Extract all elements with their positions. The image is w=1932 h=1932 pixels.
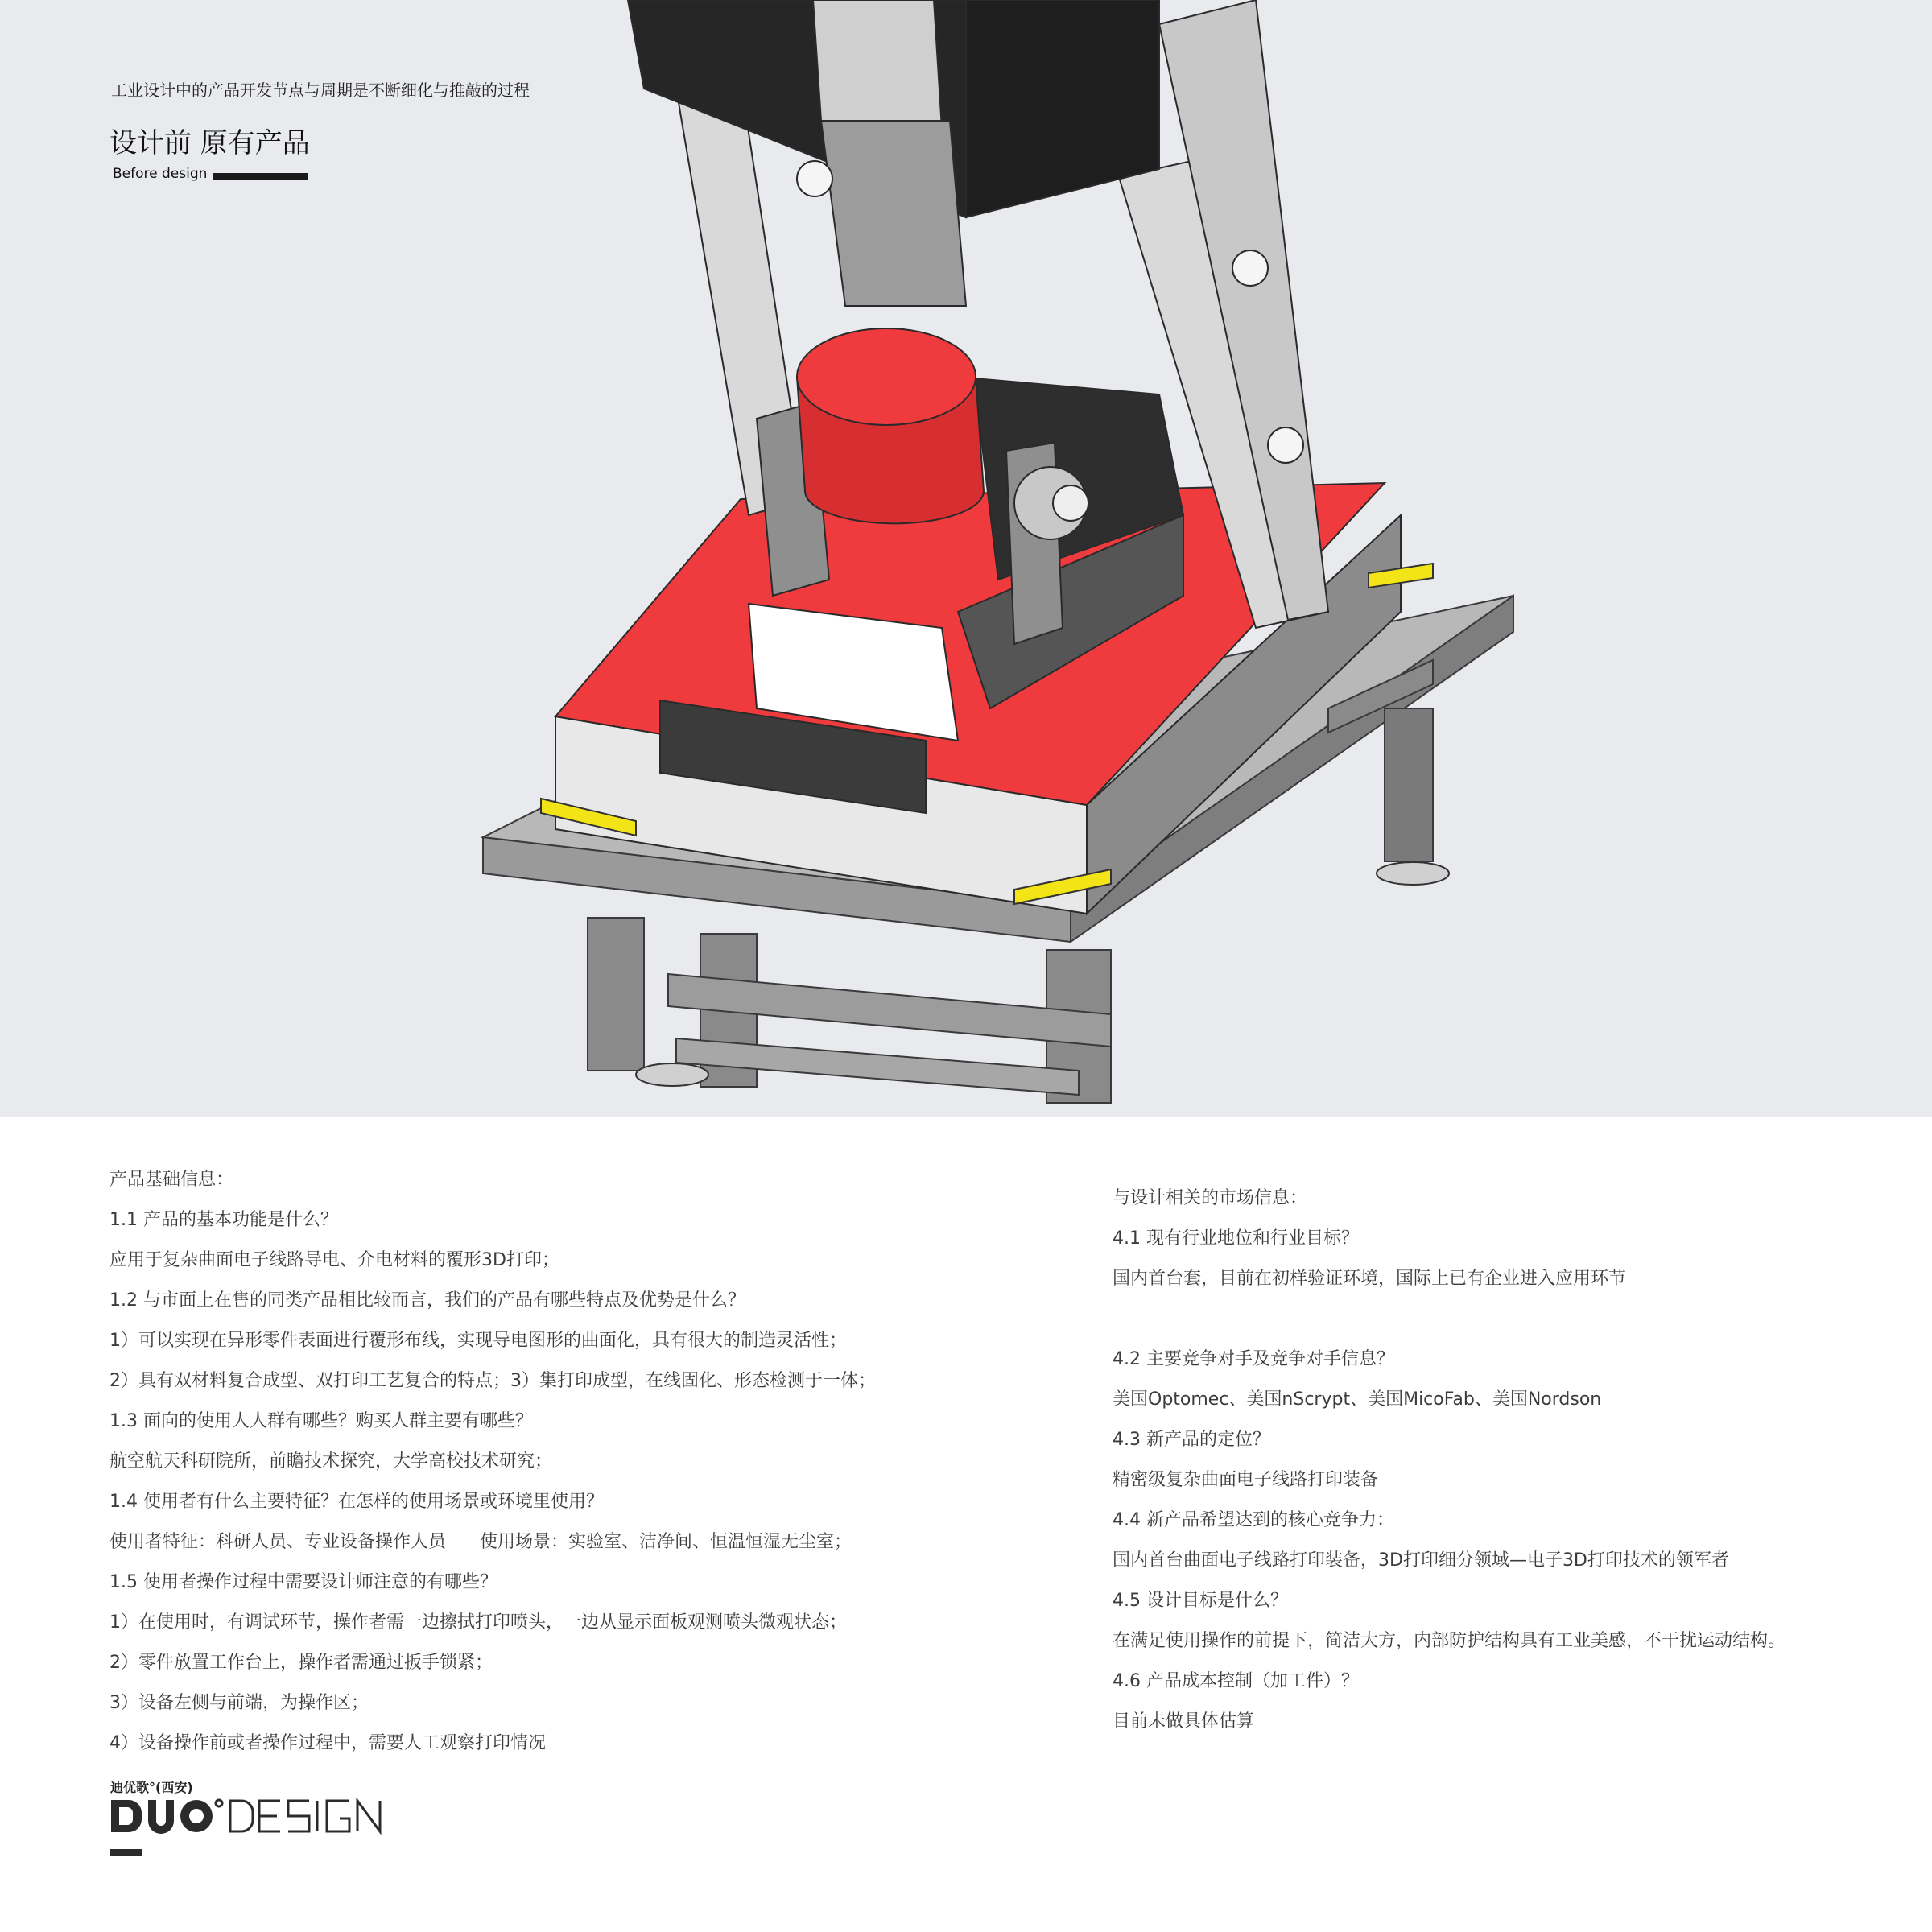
market-line: 与设计相关的市场信息： xyxy=(1113,1188,1308,1208)
market-line: 4.2 主要竞争对手及竞争对手信息？ xyxy=(1113,1349,1394,1369)
info-line: 1.4 使用者有什么主要特征？在怎样的使用场景或环境里使用？ xyxy=(109,1492,604,1512)
page-title: 设计前 原有产品 xyxy=(109,127,310,159)
market-line: 4.5 设计目标是什么？ xyxy=(1113,1591,1288,1611)
info-line: 1.5 使用者操作过程中需要设计师注意的有哪些？ xyxy=(109,1572,497,1592)
page-title-english: Before design xyxy=(113,166,208,182)
info-line: 1.1 产品的基本功能是什么？ xyxy=(109,1210,338,1230)
market-line: 国内首台套，目前在初样验证环境，国际上已有企业进入应用环节 xyxy=(1113,1269,1627,1289)
market-line: 4.1 现有行业地位和行业目标？ xyxy=(1113,1228,1359,1249)
brand-logo xyxy=(109,1797,415,1839)
market-line: 目前未做具体估算 xyxy=(1113,1711,1255,1732)
info-line: 航空航天科研院所，前瞻技术探究，大学高校技术研究； xyxy=(109,1451,553,1472)
market-line: 4.3 新产品的定位？ xyxy=(1113,1430,1270,1450)
market-line: 在满足使用操作的前提下，简洁大方，内部防护结构具有工业美感，不干扰运动结构。 xyxy=(1113,1631,1786,1651)
info-line: 1.2 与市面上在售的同类产品相比较而言，我们的产品有哪些特点及优势是什么？ xyxy=(109,1290,745,1311)
info-line: 2）具有双材料复合成型、双打印工艺复合的特点；3）集打印成型，在线固化、形态检测于一体； xyxy=(109,1371,876,1391)
info-line: 1.3 面向的使用人人群有哪些？购买人群主要有哪些？ xyxy=(109,1411,533,1431)
market-line: 国内首台曲面电子线路打印装备，3D打印细分领域—电子3D打印技术的领军者 xyxy=(1113,1550,1729,1571)
product-basic-info-column xyxy=(109,1166,876,1770)
info-line: 1）在使用时，有调试环节，操作者需一边擦拭打印喷头，一边从显示面板观测喷头微观状态； xyxy=(109,1612,848,1633)
market-info-column xyxy=(1113,1185,1785,1748)
duo-design-wordmark xyxy=(109,1797,415,1835)
info-line: 4）设备操作前或者操作过程中，需要人工观察打印情况 xyxy=(109,1733,546,1753)
info-line: 产品基础信息： xyxy=(109,1170,234,1190)
info-line: 2）零件放置工作台上，操作者需通过扳手锁紧； xyxy=(109,1653,493,1673)
title-underline-bar xyxy=(213,173,308,180)
market-line: 4.6 产品成本控制（加工件）？ xyxy=(1113,1671,1359,1691)
brand-logo-chinese: 迪优歌°(西安) xyxy=(110,1780,193,1795)
market-line: 精密级复杂曲面电子线路打印装备 xyxy=(1113,1470,1379,1490)
info-line: 1）可以实现在异形零件表面进行覆形布线，实现导电图形的曲面化，具有很大的制造灵活性； xyxy=(109,1331,848,1351)
market-line: 4.4 新产品希望达到的核心竞争力： xyxy=(1113,1510,1394,1530)
info-line: 使用者特征：科研人员、专业设备操作人员 使用场景：实验室、洁净间、恒温恒湿无尘室； xyxy=(109,1532,852,1552)
logo-underline-bar xyxy=(110,1849,142,1856)
page-subtitle: 工业设计中的产品开发节点与周期是不断细化与推敲的过程 xyxy=(111,80,530,100)
red-cylinder-workpiece xyxy=(797,328,984,523)
info-line: 应用于复杂曲面电子线路导电、介电材料的覆形3D打印； xyxy=(109,1250,559,1270)
info-line: 3）设备左侧与前端，为操作区； xyxy=(109,1693,369,1713)
market-line: 美国Optomec、美国nScrypt、美国MicoFab、美国Nordson xyxy=(1113,1389,1602,1410)
